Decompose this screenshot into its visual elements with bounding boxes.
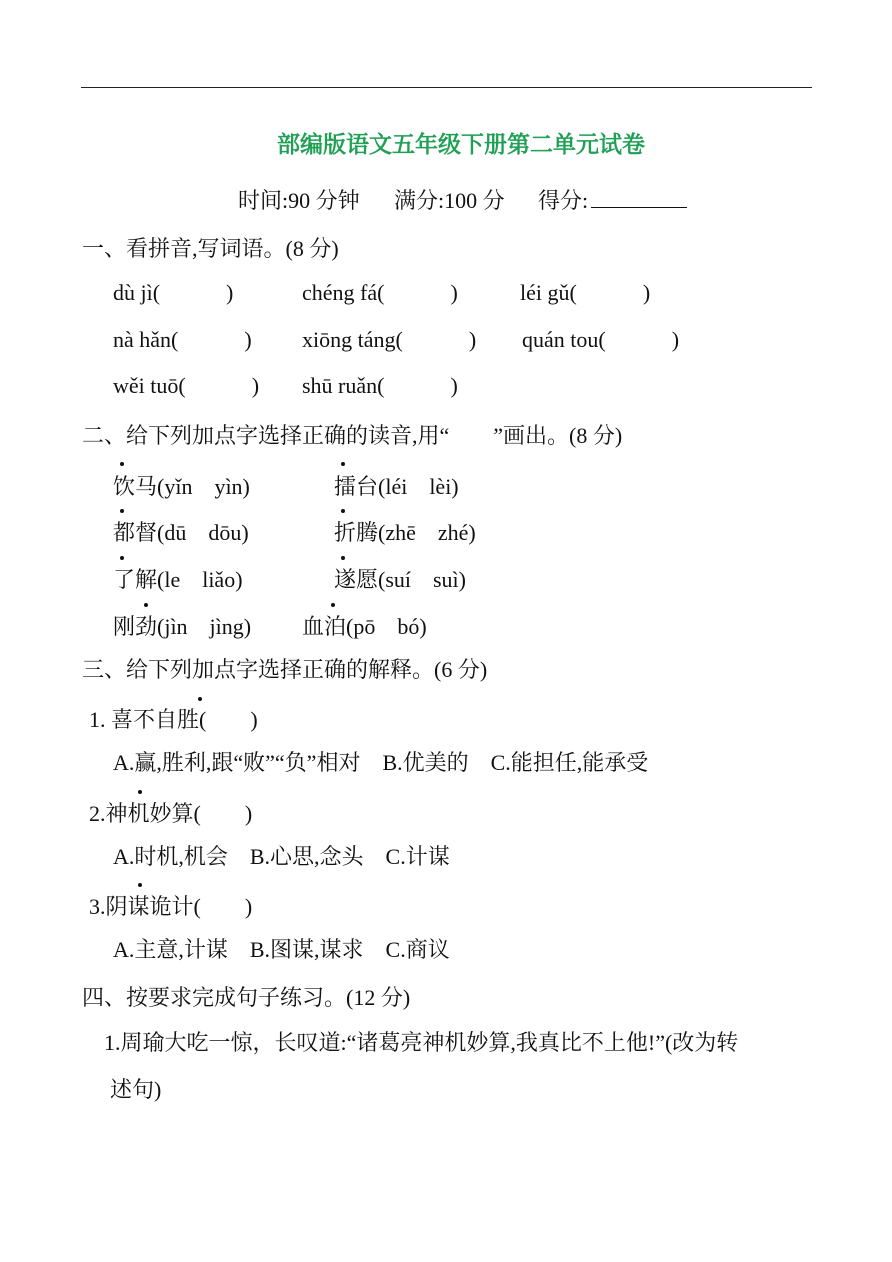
pinyin-item: chéng fá( ) bbox=[302, 280, 458, 305]
emphasis-dot bbox=[120, 462, 124, 466]
section-1-heading: 一、看拼音,写词语。(8 分) bbox=[82, 236, 339, 261]
emphasis-dot bbox=[144, 603, 148, 607]
pinyin-item: shū ruǎn( ) bbox=[302, 373, 458, 398]
reading-item: 刚劲(jìn jìng) bbox=[113, 614, 252, 639]
reading-item: 了解(le liǎo) bbox=[113, 567, 243, 592]
pinyin-item: wěi tuō( ) bbox=[113, 373, 260, 398]
emphasis-dot bbox=[120, 556, 124, 560]
reading-item: 都督(dū dōu) bbox=[113, 520, 249, 545]
emphasis-dot bbox=[198, 697, 202, 701]
question-3-3-options: A.主意,计谋 B.图谋,谋求 C.商议 bbox=[113, 937, 450, 962]
reading-item: 血泊(pō bó) bbox=[302, 614, 427, 639]
emphasis-dot bbox=[331, 603, 335, 607]
question-3-1: 1. 喜不自胜( ) bbox=[89, 707, 258, 732]
pinyin-item: nà hǎn( ) bbox=[113, 327, 252, 352]
section-2-heading: 二、给下列加点字选择正确的读音,用“ ”画出。(8 分) bbox=[82, 423, 623, 448]
time-info: 时间:90 分钟 bbox=[238, 188, 360, 213]
header-rule bbox=[81, 87, 812, 88]
emphasis-dot bbox=[341, 509, 345, 513]
page-title: 部编版语文五年级下册第二单元试卷 bbox=[277, 132, 645, 158]
question-3-1-options: A.赢,胜利,跟“败”“负”相对 B.优美的 C.能担任,能承受 bbox=[113, 750, 649, 775]
reading-item: 饮马(yǐn yìn) bbox=[113, 474, 250, 499]
question-4-1-line-2: 述句) bbox=[110, 1077, 162, 1102]
question-4-1-line-1: 1.周瑜大吃一惊，长叹道:“诸葛亮神机妙算,我真比不上他!”(改为转 bbox=[104, 1030, 739, 1055]
score-label: 得分: bbox=[538, 188, 589, 213]
section-3-heading: 三、给下列加点字选择正确的解释。(6 分) bbox=[82, 657, 488, 682]
pinyin-item: léi gǔ( ) bbox=[520, 280, 651, 305]
question-3-2-options: A.时机,机会 B.心思,念头 C.计谋 bbox=[113, 844, 450, 869]
question-3-2: 2.神机妙算( ) bbox=[89, 801, 253, 826]
question-3-3: 3.阴谋诡计( ) bbox=[89, 894, 253, 919]
reading-item: 折腾(zhē zhé) bbox=[334, 520, 476, 545]
reading-item: 遂愿(suí suì) bbox=[334, 567, 467, 592]
pinyin-item: quán tou( ) bbox=[522, 327, 680, 352]
emphasis-dot bbox=[341, 556, 345, 560]
emphasis-dot bbox=[341, 462, 345, 466]
full-score-info: 满分:100 分 bbox=[394, 188, 505, 213]
score-blank[interactable] bbox=[591, 186, 687, 216]
emphasis-dot bbox=[120, 509, 124, 513]
emphasis-dot bbox=[138, 790, 142, 794]
emphasis-dot bbox=[138, 883, 142, 887]
section-4-heading: 四、按要求完成句子练习。(12 分) bbox=[82, 985, 411, 1010]
reading-item: 擂台(léi lèi) bbox=[334, 474, 459, 499]
pinyin-item: xiōng táng( ) bbox=[302, 327, 477, 352]
pinyin-item: dù jì( ) bbox=[113, 280, 234, 305]
